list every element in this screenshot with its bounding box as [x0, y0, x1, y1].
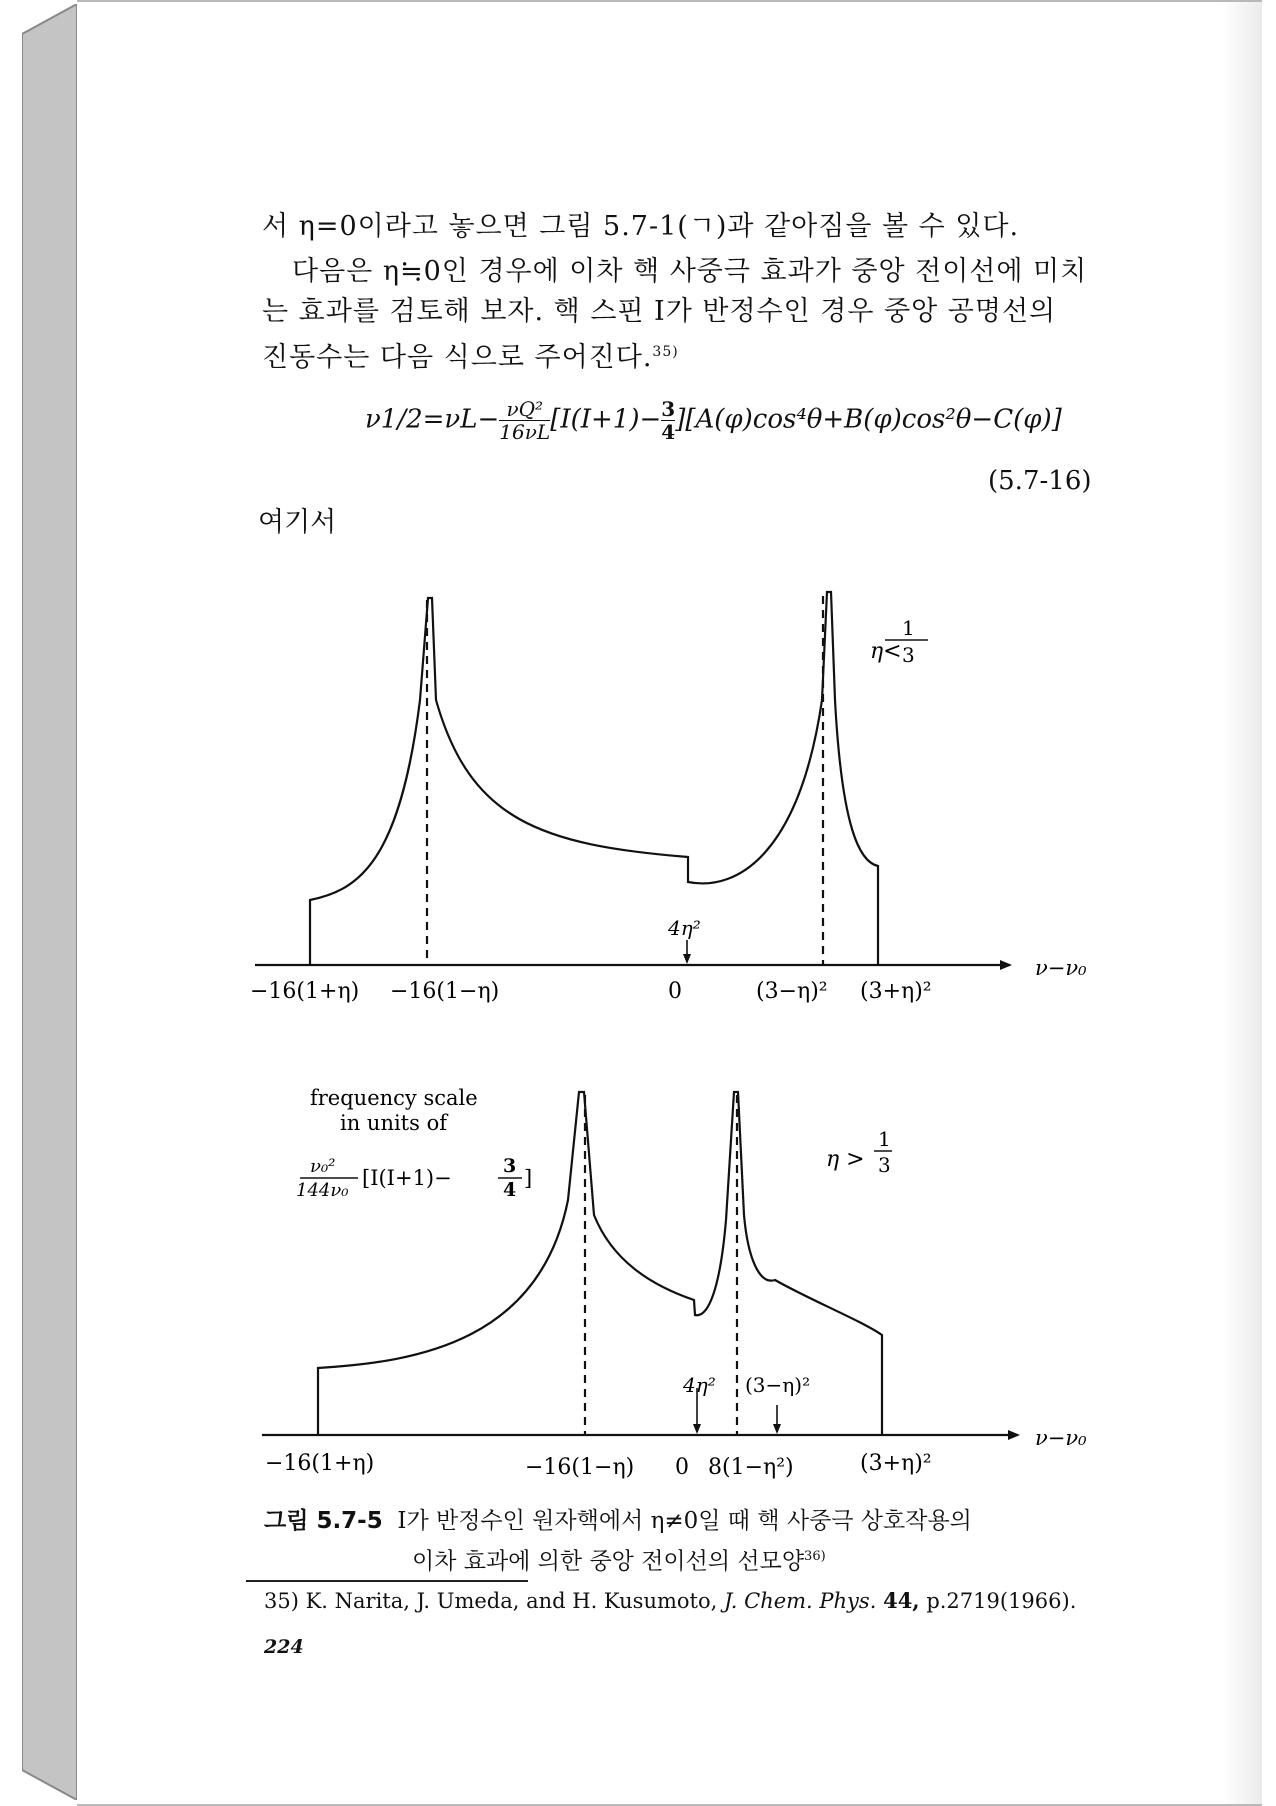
bottom-marker2-label: (3−η)²	[745, 1373, 811, 1397]
paragraph-line-1: 서 η=0이라고 놓으면 그림 5.7-1(ㄱ)과 같아짐을 볼 수 있다.	[262, 211, 1020, 242]
bottom-marker1-label: 4η²	[683, 1373, 716, 1397]
top-condition: η<	[870, 639, 902, 664]
scale-close: ]	[524, 1166, 533, 1190]
caption-line-1: I가 반정수인 원자핵에서 η≠0일 때 핵 사중극 상호작용의	[397, 1508, 972, 1534]
equation-number: (5.7-16)	[988, 466, 1092, 496]
top-lineshape-curve	[310, 592, 878, 965]
footnote-ref-35: 35)	[652, 344, 679, 360]
footnote-journal: J. Chem. Phys.	[723, 1589, 877, 1613]
bottom-tick-label-4: 8(1−η²)	[708, 1455, 794, 1480]
section-heading-yeogiseo: 여기서	[258, 507, 337, 538]
equation-rest: ][A(φ)cos⁴θ+B(φ)cos²θ−C(φ)]	[675, 404, 1062, 435]
figure-top	[255, 592, 1012, 970]
footnote-authors: K. Narita, J. Umeda, and H. Kusumoto,	[305, 1589, 718, 1613]
bottom-tick-label-1: −16(1+η)	[265, 1451, 375, 1476]
bottom-tick-label-2: −16(1−η)	[525, 1455, 635, 1480]
bottom-cond-num: 1	[878, 1127, 891, 1151]
caption-line-2: 이차 효과에 의한 중앙 전이선의 선모양	[412, 1548, 805, 1575]
page-number: 224	[264, 1636, 304, 1658]
footnote-pages: p.2719(1966).	[926, 1589, 1077, 1613]
footnote-divider	[246, 1580, 528, 1582]
bottom-condition: η >	[826, 1147, 865, 1172]
top-tick-label-3: 0	[668, 979, 682, 1004]
top-cond-num: 1	[902, 616, 915, 640]
figure-bottom	[262, 0, 1270, 1440]
scale-num: ν₀²	[310, 1156, 336, 1177]
top-axis-label: ν−ν₀	[1035, 956, 1087, 980]
top-axis-arrowhead	[1000, 960, 1012, 970]
equation-fraction: $\frac{\text{νQ²}}{16\nu L}$	[499, 397, 551, 444]
footnote-number: 35)	[264, 1589, 299, 1613]
footnote-volume: 44,	[883, 1588, 920, 1613]
bottom-cond-den: 3	[878, 1153, 891, 1177]
footnote-35	[264, 1588, 1076, 1613]
scale-three: 3	[503, 1155, 517, 1177]
scale-text-line1: frequency scale	[310, 1086, 478, 1110]
bottom-axis-label: ν−ν₀	[1035, 1426, 1087, 1450]
top-tick-label-4: (3−η)²	[756, 979, 828, 1004]
scale-text-line2: in units of	[340, 1111, 447, 1135]
bottom-tick-label-3: 0	[675, 1455, 689, 1480]
paragraph-line-2: 다음은 η≒0인 경우에 이차 핵 사중극 효과가 중앙 전이선에 미치	[292, 256, 1088, 287]
top-tick-label-2: −16(1−η)	[390, 979, 500, 1004]
top-marker-label: 4η²	[668, 916, 701, 940]
equation-bracket: [I(I+1)−	[550, 404, 662, 435]
top-cond-den: 3	[902, 643, 915, 667]
caption-label: 그림 5.7-5	[264, 1508, 383, 1534]
bottom-lineshape-curve	[318, 1092, 882, 1435]
footnote-ref-36: 36)	[804, 1549, 826, 1564]
top-tick-label-1: −16(1+η)	[250, 979, 360, 1004]
paragraph-line-3: 는 효과를 검토해 보자. 핵 스핀 I가 반정수인 경우 중앙 공명선의	[262, 296, 1057, 327]
top-tick-label-5: (3+η)²	[860, 979, 932, 1004]
bottom-axis-arrowhead	[1008, 1430, 1020, 1440]
scale-den: 144ν₀	[296, 1180, 349, 1201]
figure-caption	[264, 1503, 972, 1580]
equation-three-quarters: $\frac{3}{4}$	[661, 397, 676, 444]
bottom-tick-label-5: (3+η)²	[860, 1451, 932, 1476]
scale-four: 4	[503, 1179, 517, 1201]
paragraph-line-4: 진동수는 다음 식으로 주어진다.$^{35)}$	[262, 342, 679, 373]
scale-bracket: [I(I+1)−	[362, 1166, 452, 1190]
equation-lhs: ν1/2=νL−	[365, 404, 500, 435]
